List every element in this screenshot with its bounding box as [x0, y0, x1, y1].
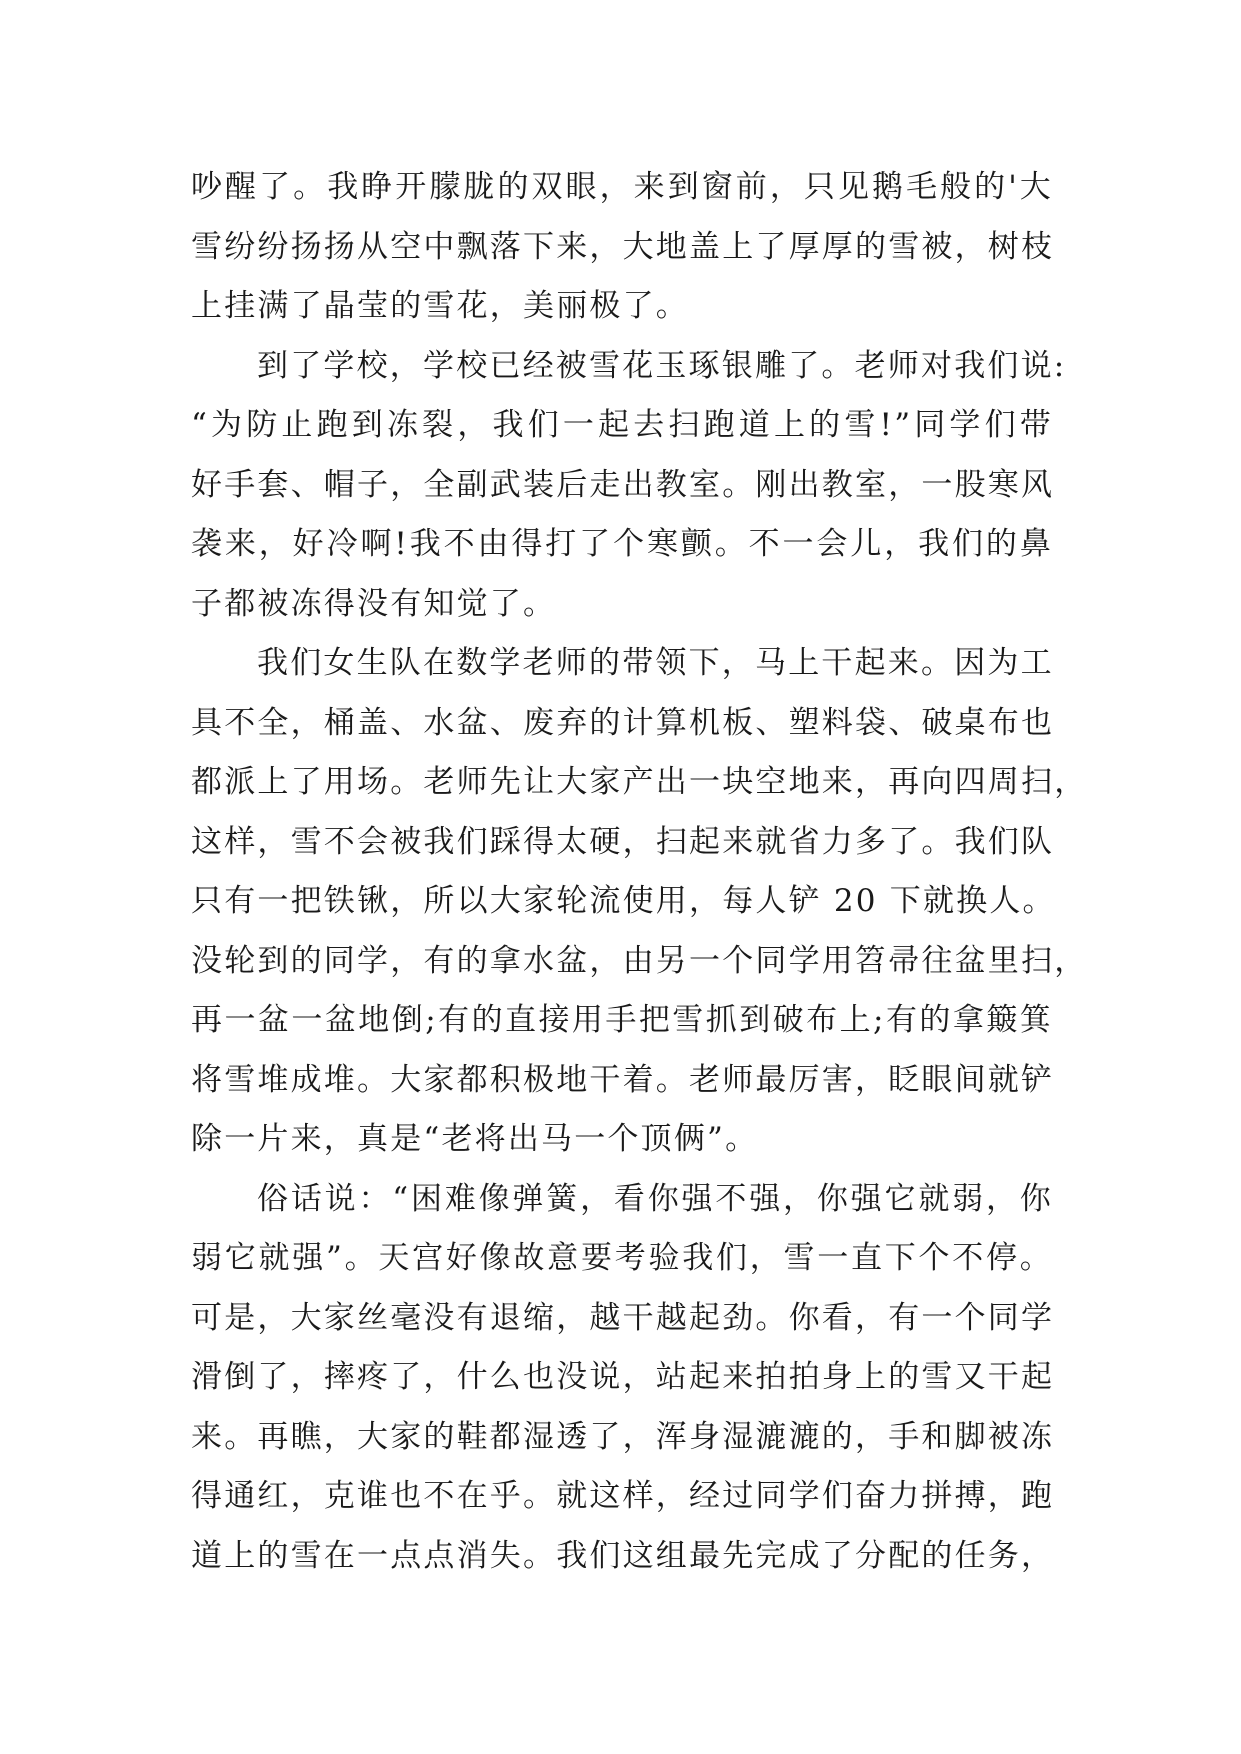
paragraph-1-line-1: 吵醒了。我睁开朦胧的双眼，来到窗前，只见鹅毛般的'大: [191, 169, 1053, 205]
paragraph-3-line-4: 这样，雪不会被我们踩得太硬，扫起来就省力多了。我们队: [191, 823, 1055, 860]
paragraph-2-line-3: 好手套、帽子，全副武装后走出教室。刚出教室，一股寒风: [191, 466, 1055, 503]
paragraph-3-line-3: 都派上了用场。老师先让大家产出一块空地来，再向四周扫，: [191, 764, 1088, 800]
paragraph-3-line-1: 我们女生队在数学老师的带领下，马上干起来。因为工: [257, 645, 1054, 681]
paragraph-4-line-5: 来。再瞧，大家的鞋都湿透了，浑身湿漉漉的，手和脚被冻: [191, 1418, 1055, 1455]
paragraph-4-line-6: 得通红，克谁也不在乎。就这样，经过同学们奋力拼搏，跑: [191, 1478, 1055, 1514]
paragraph-4-line-7: 道上的雪在一点点消失。我们这组最先完成了分配的任务，: [191, 1537, 1055, 1574]
body-text: [191, 158, 1088, 1586]
paragraph-3-line-8: 将雪堆成堆。大家都积极地干着。老师最厉害，眨眼间就铲: [191, 1061, 1055, 1098]
paragraph-3-line-9: 除一片来，真是“老将出马一个顶俩”。: [191, 1121, 759, 1157]
paragraph-2-line-5: 子都被冻得没有知觉了。: [191, 585, 557, 622]
paragraph-2-line-1: 到了学校，学校已经被雪花玉琢银雕了。老师对我们说:: [257, 347, 1067, 384]
paragraph-4-line-3: 可是，大家丝毫没有退缩，越干越起劲。你看，有一个同学: [191, 1299, 1055, 1336]
paragraph-3-line-2: 具不全，桶盖、水盆、废弃的计算机板、塑料袋、破桌布也: [191, 704, 1055, 741]
paragraph-1-line-3: 上挂满了晶莹的雪花，美丽极了。: [191, 288, 689, 324]
paragraph-2-line-2: “为防止跑到冻裂，我们一起去扫跑道上的雪!”同学们带: [191, 407, 1053, 443]
paragraph-2-line-4: 袭来，好冷啊!我不由得打了个寒颤。不一会儿，我们的鼻: [191, 526, 1053, 562]
paragraph-3-line-6: 没轮到的同学，有的拿水盆，由另一个同学用笤帚往盆里扫，: [191, 942, 1088, 979]
paragraph-3-line-7: 再一盆一盆地倒;有的直接用手把雪抓到破布上;有的拿簸箕: [191, 1002, 1053, 1038]
paragraph-4-line-1: 俗话说：“困难像弹簧，看你强不强，你强它就弱，你: [257, 1180, 1053, 1217]
paragraph-4-line-2: 弱它就强”。天宫好像故意要考验我们，雪一直下个不停。: [191, 1240, 1053, 1276]
paragraph-4-line-4: 滑倒了，摔疼了，什么也没说，站起来拍拍身上的雪又干起: [191, 1359, 1055, 1395]
paragraph-1-line-2: 雪纷纷扬扬从空中飘落下来，大地盖上了厚厚的雪被，树枝: [191, 228, 1055, 265]
paragraph-3-line-5: 只有一把铁锹，所以大家轮流使用，每人铲 20 下就换人。: [191, 883, 1056, 919]
